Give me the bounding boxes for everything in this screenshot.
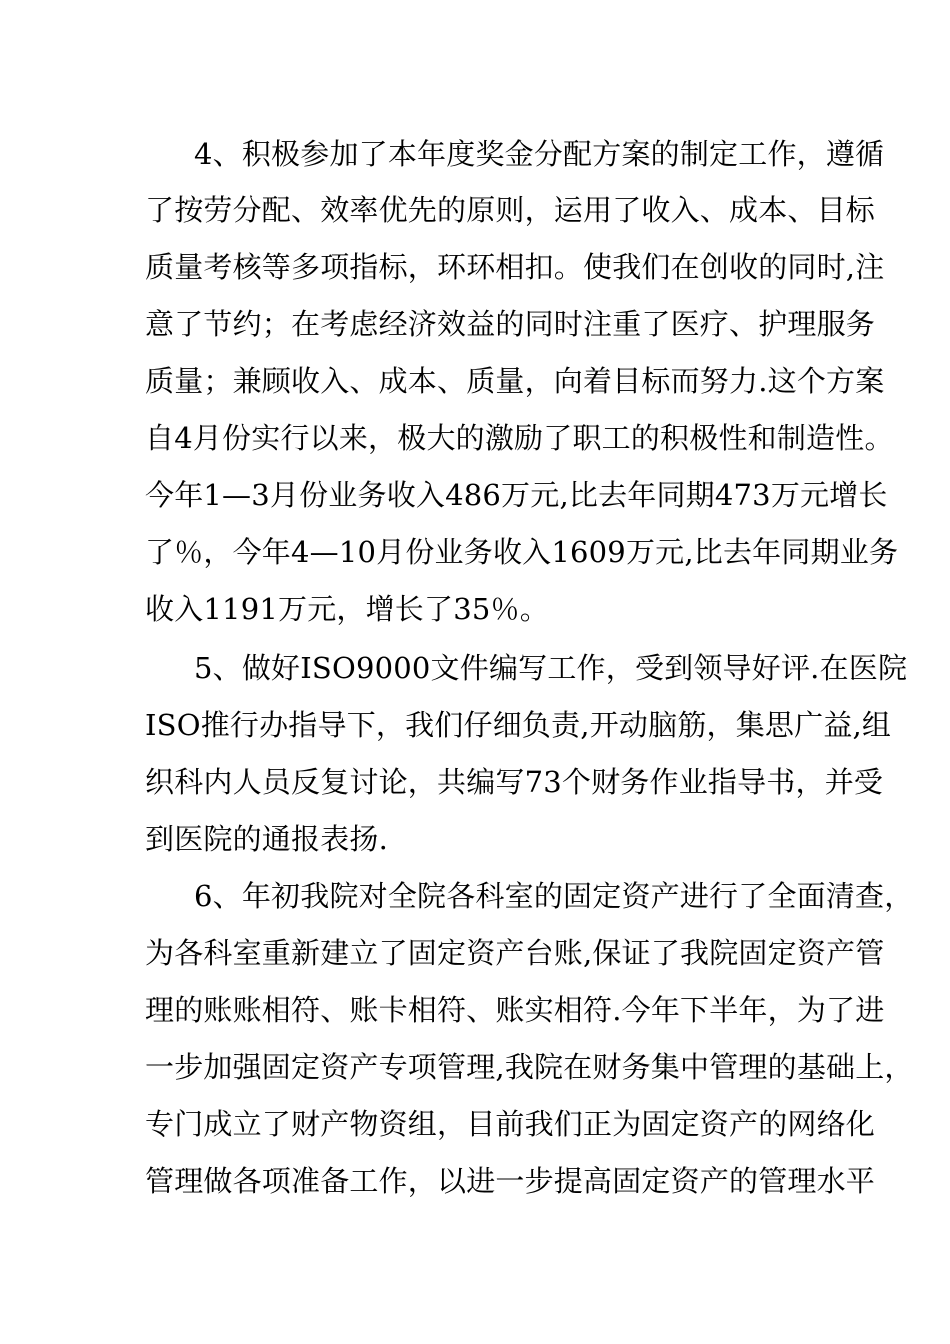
text-line: 今年1—3月份业务收入486万元,比去年同期473万元增长 xyxy=(145,478,888,512)
text-line: 自4月份实行以来，极大的激励了职工的积极性和制造性。 xyxy=(145,421,894,455)
text-line: 6、年初我院对全院各科室的固定资产进行了全面清查， xyxy=(194,879,914,913)
text-line: 意了节约；在考虑经济效益的同时注重了医疗、护理服务 xyxy=(145,307,876,341)
text-line: 质量考核等多项指标，环环相扣。使我们在创收的同时,注 xyxy=(145,250,885,284)
text-line: ISO推行办指导下，我们仔细负责,开动脑筋，集思广益,组 xyxy=(145,708,892,742)
text-line: 5、做好ISO9000文件编写工作，受到领导好评.在医院 xyxy=(194,651,908,685)
text-line: 到医院的通报表扬. xyxy=(145,822,389,856)
text-line: 织科内人员反复讨论，共编写73个财务作业指导书，并受 xyxy=(145,765,884,799)
text-line: 管理做各项准备工作，以进一步提高固定资产的管理水平 xyxy=(145,1164,876,1198)
text-line: 专门成立了财产物资组，目前我们正为固定资产的网络化 xyxy=(145,1107,876,1141)
text-line: 收入1191万元，增长了35％。 xyxy=(145,592,549,626)
text-line: 质量；兼顾收入、成本、质量，向着目标而努力.这个方案 xyxy=(145,364,885,398)
text-line: 4、积极参加了本年度奖金分配方案的制定工作，遵循 xyxy=(194,137,885,171)
text-line: 了按劳分配、效率优先的原则，运用了收入、成本、目标 xyxy=(145,193,876,227)
text-line: 了％，今年4—10月份业务收入1609万元,比去年同期业务 xyxy=(145,535,899,569)
text-line: 为各科室重新建立了固定资产台账,保证了我院固定资产管 xyxy=(145,936,885,970)
text-line: 一步加强固定资产专项管理,我院在财务集中管理的基础上， xyxy=(145,1050,914,1084)
text-line: 理的账账相符、账卡相符、账实相符.今年下半年，为了进 xyxy=(145,993,885,1027)
